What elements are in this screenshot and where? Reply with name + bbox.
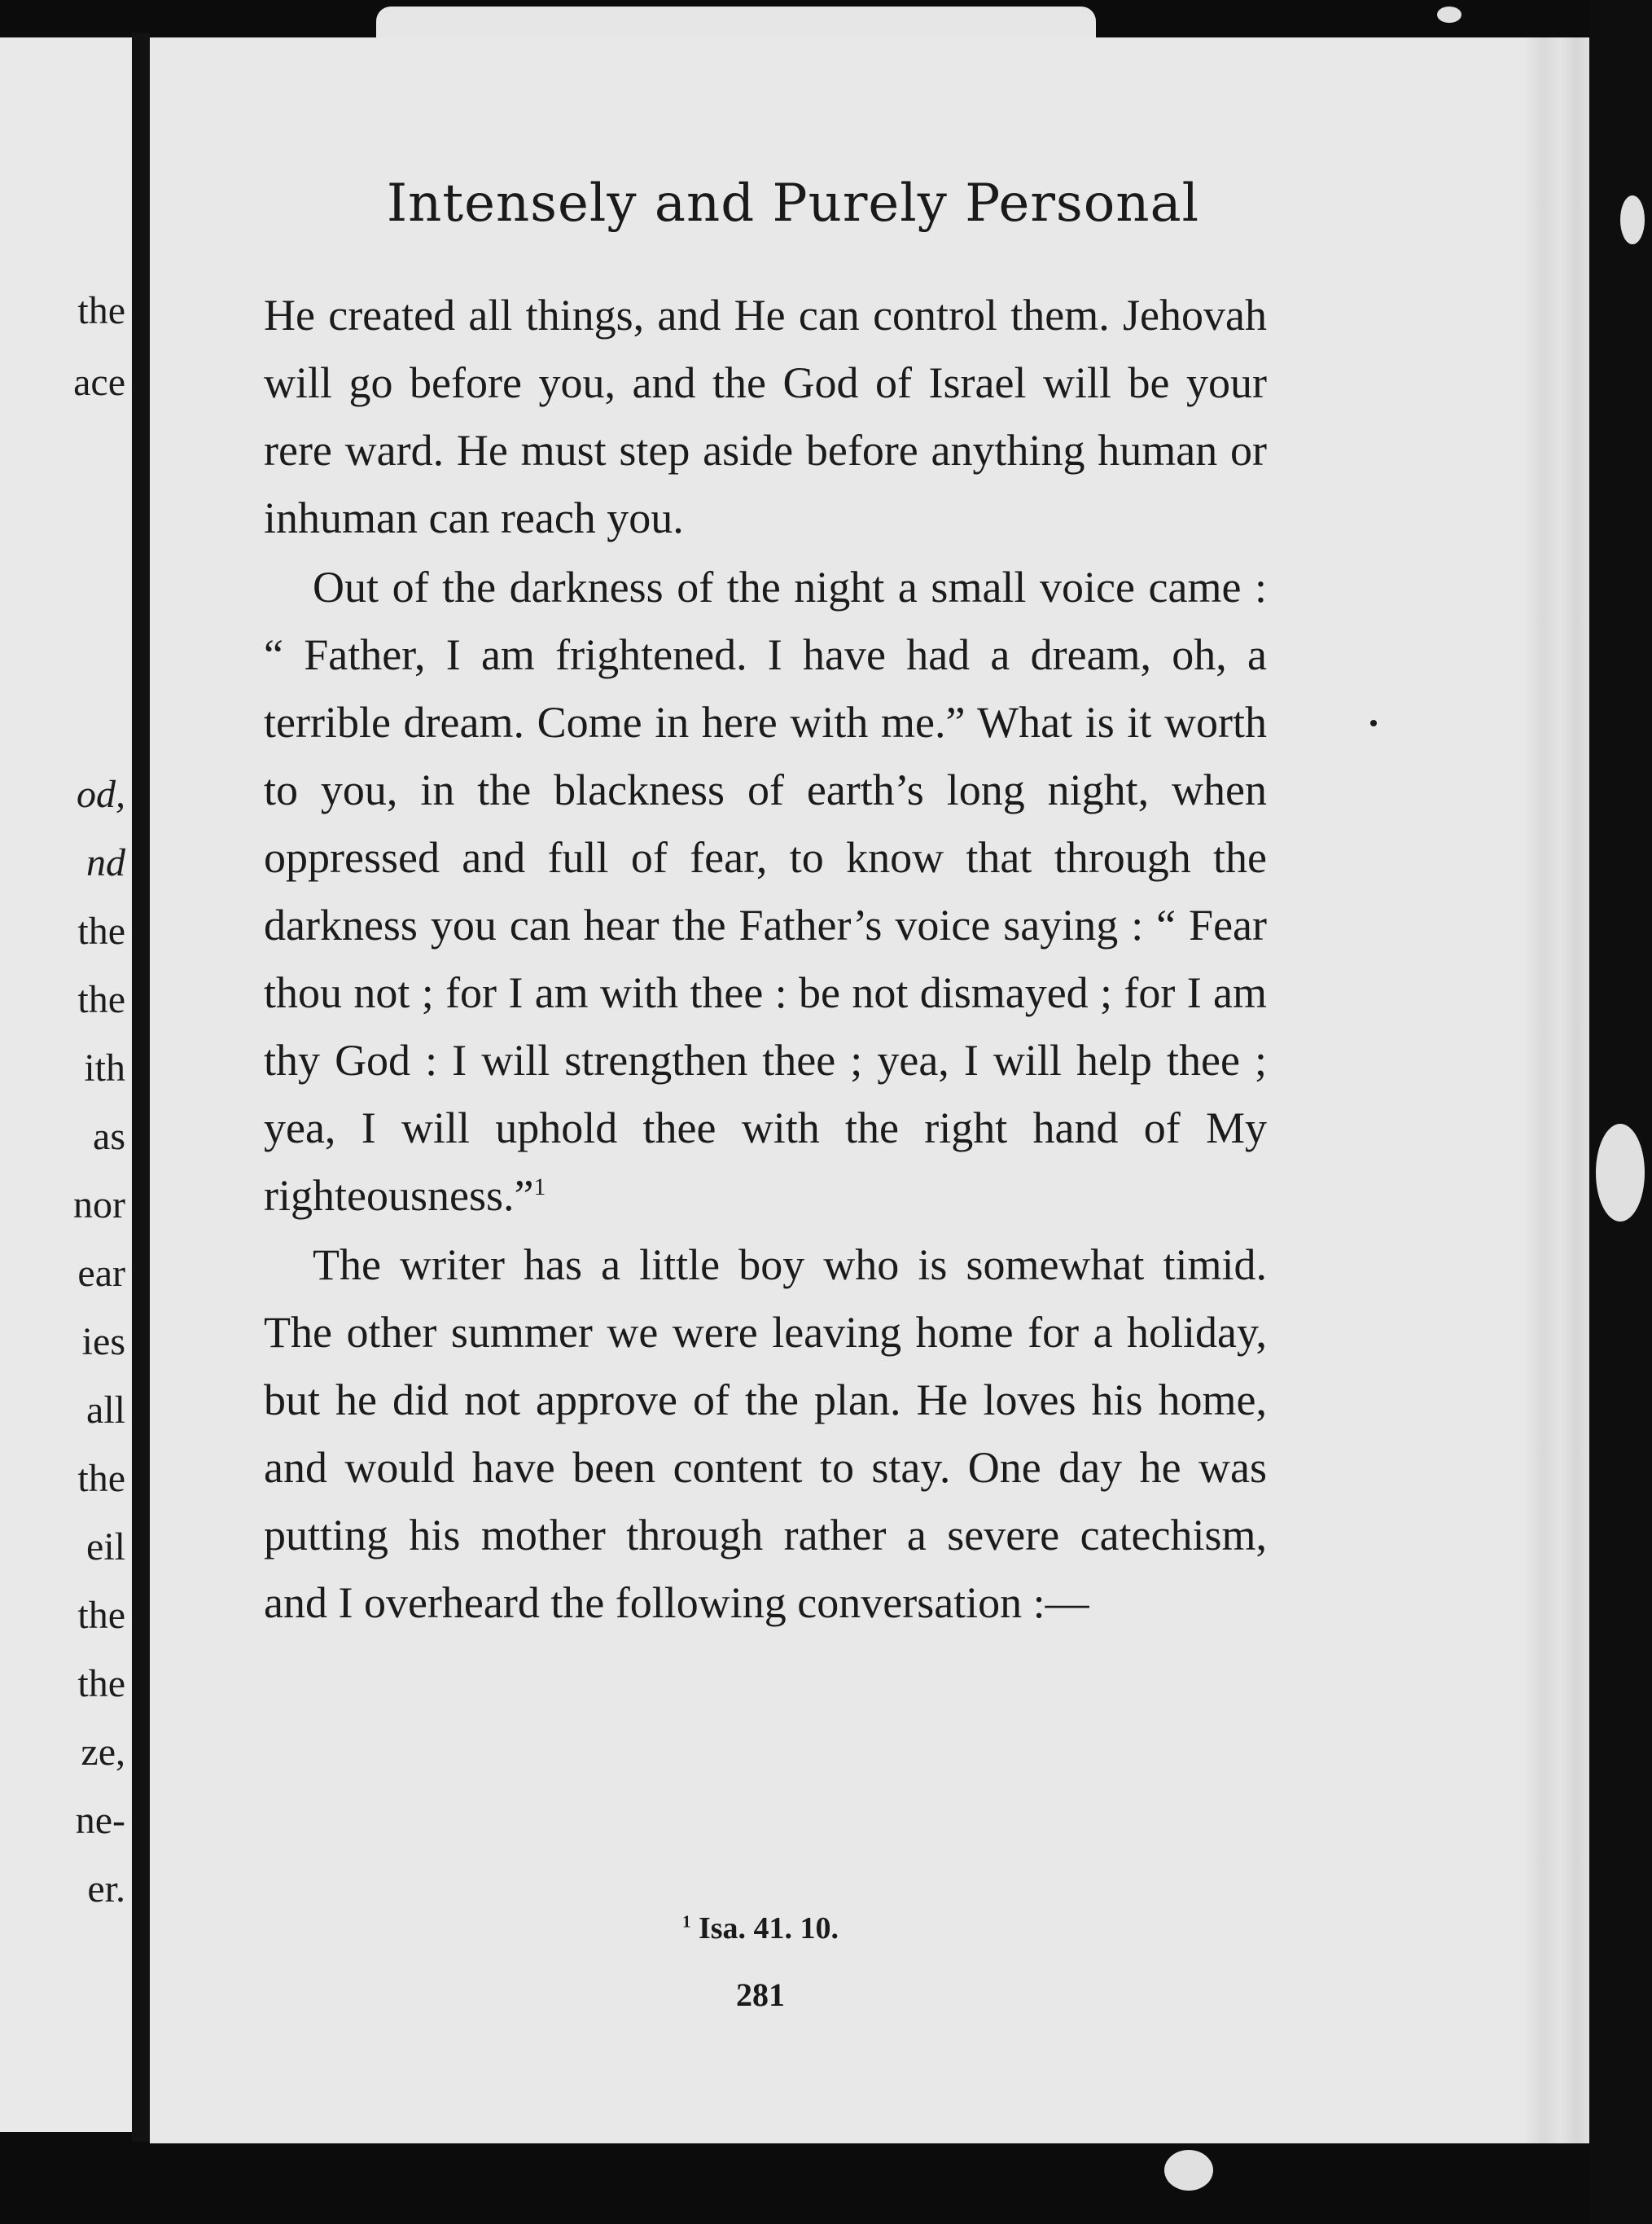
scan-artifact	[1164, 2150, 1213, 2191]
left-page-line-fragment: nor	[73, 1183, 125, 1226]
left-page-line-fragment: all	[86, 1388, 125, 1432]
right-page	[150, 37, 1589, 2143]
running-title: Intensely and Purely Personal	[386, 173, 1200, 234]
body-text	[264, 282, 1267, 1637]
left-page-line-fragment: the	[77, 1594, 125, 1637]
footnote	[150, 1910, 1371, 1946]
left-page-line-fragment: the	[77, 1662, 125, 1705]
left-page-line-fragment: er.	[87, 1867, 125, 1910]
page-number: 281	[736, 1976, 785, 2013]
page-stack-edge	[1524, 37, 1589, 2143]
paragraph-1: He created all things, and He can control them. Jehovah will go before you, and the God of Israel will be your rere ward. He must step aside before anything human or inhuman can reach you.	[264, 291, 1267, 542]
left-page-line-fragment: the	[77, 910, 125, 953]
left-page-line-fragment: ith	[84, 1046, 125, 1090]
scan-artifact	[1437, 7, 1461, 23]
footnote-text: Isa. 41. 10.	[698, 1911, 839, 1945]
scan-border-right	[1589, 0, 1652, 2224]
left-page-line-fragment: nd	[86, 841, 125, 884]
left-page-line-fragment: od,	[77, 773, 125, 816]
book-gutter	[132, 33, 150, 2142]
left-page-line-fragment: the	[77, 289, 125, 332]
left-page-line-fragment: ne-	[75, 1799, 125, 1842]
paragraph-2	[264, 554, 1267, 1230]
left-page-line-fragment: eil	[86, 1525, 125, 1568]
left-page-line-fragment: ear	[77, 1252, 125, 1295]
paragraph-2-text: Out of the darkness of the night a small voice came : “ Father, I am frightened. I have had a dream, oh, a terrible dream. Come in here with me.” What is it worth to you, in the blackness of earth’s long night, when oppressed and full of fear, to know that through the darkness you can hear the Father’s voice saying : “ Fear thou not ; for I am with thee : be not dismayed ; for I am thy God : I will strengthen thee ; yea, I will help thee ; yea, I will uphold thee with the right hand of My righteousness.”	[264, 563, 1267, 1220]
footnote-marker: 1	[681, 1911, 691, 1932]
paragraph-3: The writer has a little boy who is somewhat timid. The other summer we were leaving home for a holiday, but he did not approve of the plan. He loves his home, and would have been content to stay. One day he was putting his mother through rather a severe catechism, and I overheard the following conversation :—	[264, 1240, 1267, 1627]
scan-artifact	[1620, 195, 1645, 244]
scan-artifact	[1596, 1124, 1645, 1222]
left-page-line-fragment: ies	[81, 1320, 125, 1363]
left-facing-page	[0, 37, 132, 2132]
scan-artifact	[1370, 720, 1377, 726]
left-page-line-fragment: ze,	[81, 1731, 125, 1774]
left-page-line-fragment: the	[77, 1457, 125, 1500]
left-page-line-fragment: ace	[73, 361, 125, 404]
left-page-line-fragment: as	[93, 1115, 125, 1158]
footnote-reference: 1	[533, 1174, 546, 1200]
left-page-line-fragment: the	[77, 978, 125, 1021]
